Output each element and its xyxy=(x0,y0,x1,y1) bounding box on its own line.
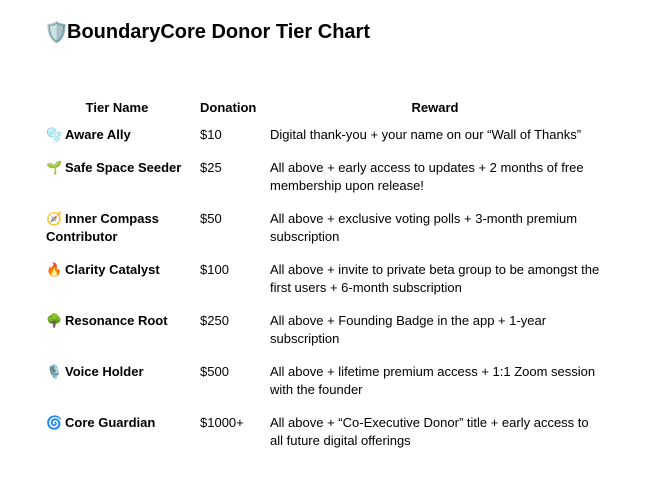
tier-name: Aware Ally xyxy=(65,126,131,142)
donation-cell: $250 xyxy=(200,313,229,328)
fire-icon: 🔥 xyxy=(46,262,63,277)
tier-name-cell xyxy=(40,410,194,461)
bubbles-icon: 🫧 xyxy=(46,126,63,142)
reward-cell: All above + lifetime premium access + 1:1 Zoom session with the founder xyxy=(270,364,596,397)
table-row xyxy=(40,359,606,410)
cyclone-icon: 🌀 xyxy=(46,415,63,430)
table-row xyxy=(40,206,606,257)
tier-name-cell xyxy=(40,257,194,308)
donation-cell: $50 xyxy=(200,211,222,226)
table-row xyxy=(40,257,606,308)
page-title-text: BoundaryCore Donor Tier Chart xyxy=(67,21,370,43)
compass-icon: 🧭 xyxy=(46,211,63,226)
reward-cell: All above + “Co-Executive Donor” title + early access to all future digital offerings xyxy=(270,415,589,448)
reward-cell: All above + Founding Badge in the app + 1-year subscription xyxy=(270,313,547,346)
seedling-icon: 🌱 xyxy=(46,160,63,175)
table-row xyxy=(40,308,606,359)
table-row xyxy=(40,410,606,461)
header-donation: Donation xyxy=(200,100,257,115)
tier-name-cell xyxy=(40,359,194,410)
donation-cell: $1000+ xyxy=(200,415,244,430)
tier-name-cell xyxy=(40,122,194,156)
header-tier-name: Tier Name xyxy=(85,100,149,115)
reward-cell: All above + exclusive voting polls + 3-month premium subscription xyxy=(270,211,578,244)
shield-icon: 🛡️ xyxy=(44,22,69,44)
tier-name: Core Guardian xyxy=(65,415,156,430)
table-header-row xyxy=(40,96,606,122)
reward-cell: All above + early access to updates + 2 months of free membership upon release! xyxy=(270,160,584,193)
tier-name: Clarity Catalyst xyxy=(65,262,160,277)
donation-cell: $10 xyxy=(200,126,222,142)
page-title xyxy=(44,20,370,45)
reward-cell: All above + invite to private beta group to be amongst the first users + 6-month subscription xyxy=(270,262,600,295)
reward-cell: Digital thank-you + your name on our “Wall of Thanks” xyxy=(270,126,582,142)
tier-name: Inner Compass Contributor xyxy=(46,211,159,244)
table-row xyxy=(40,122,606,156)
tier-name: Resonance Root xyxy=(65,313,168,328)
donation-cell: $500 xyxy=(200,364,229,379)
tier-name-cell xyxy=(40,206,194,257)
tier-name: Safe Space Seeder xyxy=(65,160,182,175)
donor-tier-table xyxy=(40,96,606,461)
tier-name-cell xyxy=(40,308,194,359)
tree-icon: 🌳 xyxy=(46,313,63,328)
tier-name-cell xyxy=(40,155,194,206)
donation-cell: $100 xyxy=(200,262,229,277)
tier-name: Voice Holder xyxy=(65,364,144,379)
header-reward: Reward xyxy=(411,100,459,115)
donation-cell: $25 xyxy=(200,160,222,175)
microphone-icon: 🎙️ xyxy=(46,364,63,379)
table-row xyxy=(40,155,606,206)
